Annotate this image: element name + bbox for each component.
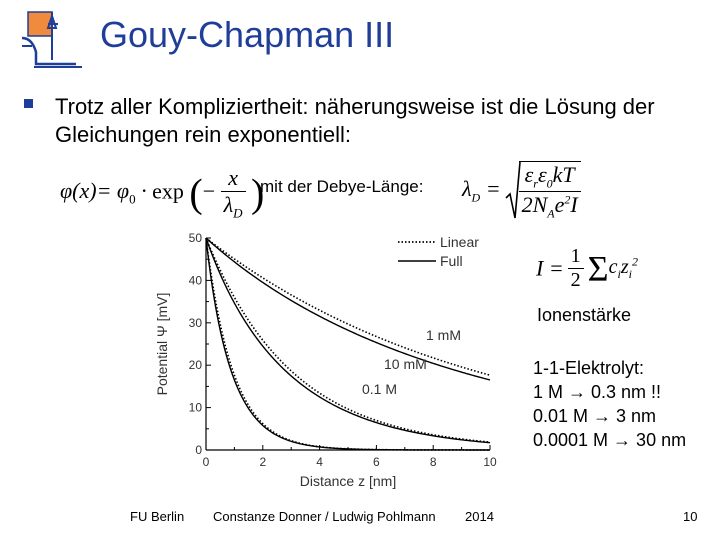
footer-page-number: 10 <box>683 509 698 524</box>
series-label: 10 mM <box>384 356 427 372</box>
x-tick-label: 10 <box>483 455 497 469</box>
footer-authors: Constanze Donner / Ludwig Pohlmann <box>213 509 436 524</box>
university-logo-icon <box>18 8 80 72</box>
page-title: Gouy-Chapman III <box>100 14 395 55</box>
electrolyte-line: 0.01 M → 3 nm <box>533 406 657 426</box>
legend-full-label: Full <box>440 253 463 269</box>
bullet-text: Trotz aller Kompliziertheit: näherungsweise ist die Lösung der Gleichungen rein exponentiell: <box>55 94 655 147</box>
debye-label: mit der Debye-Länge: <box>260 177 424 196</box>
y-tick-label: 50 <box>188 231 202 245</box>
x-tick-label: 4 <box>316 455 323 469</box>
y-tick-label: 30 <box>188 315 202 330</box>
y-tick-label: 10 <box>188 400 202 415</box>
x-tick-label: 6 <box>373 455 380 469</box>
debye-length-equation: $\lambda_D$ = $\frac{\varepsilon_r\varepsilon_0kT}{2N_Ae^2I}$ <box>462 160 581 222</box>
electrolyte-line: 1 M → 0.3 nm !! <box>533 382 662 402</box>
y-tick-label: 40 <box>188 273 202 288</box>
x-tick-label: 8 <box>429 455 437 469</box>
series-full-line <box>206 238 490 450</box>
series-linear-line <box>206 238 490 450</box>
series-label: 0.1 M <box>362 381 398 397</box>
footer-institution: FU Berlin <box>130 509 185 524</box>
y-tick-label: 20 <box>188 358 202 373</box>
potential-chart <box>150 228 510 503</box>
electrolyte-list <box>533 356 686 452</box>
potential-equation: $\varphi(x)= \varphi_0 \cdot \exp$ (− $\frac{x}{\lambda_D}$ ) <box>60 165 265 221</box>
legend-linear-label: Linear <box>440 234 479 250</box>
y-tick-label: 0 <box>195 443 202 457</box>
y-axis-label: Potential Ψ [mV] <box>154 292 170 396</box>
footer-year: 2014 <box>465 509 494 524</box>
x-tick-label: 0 <box>202 455 210 469</box>
x-axis-label: Distance z [nm] <box>299 473 397 489</box>
series-label: 1 mM <box>426 327 461 343</box>
ionic-strength-label: Ionenstärke <box>537 305 632 325</box>
ionic-strength-equation: I = $\frac{1}{2}$ $\Sigma c_iz_i^2$ <box>536 245 638 291</box>
electrolyte-line: 1-1-Elektrolyt: <box>533 358 645 378</box>
bullet-icon <box>24 99 33 108</box>
x-tick-label: 2 <box>259 455 267 469</box>
title-underline <box>34 66 82 68</box>
electrolyte-line: 0.0001 M → 30 nm <box>533 430 687 450</box>
